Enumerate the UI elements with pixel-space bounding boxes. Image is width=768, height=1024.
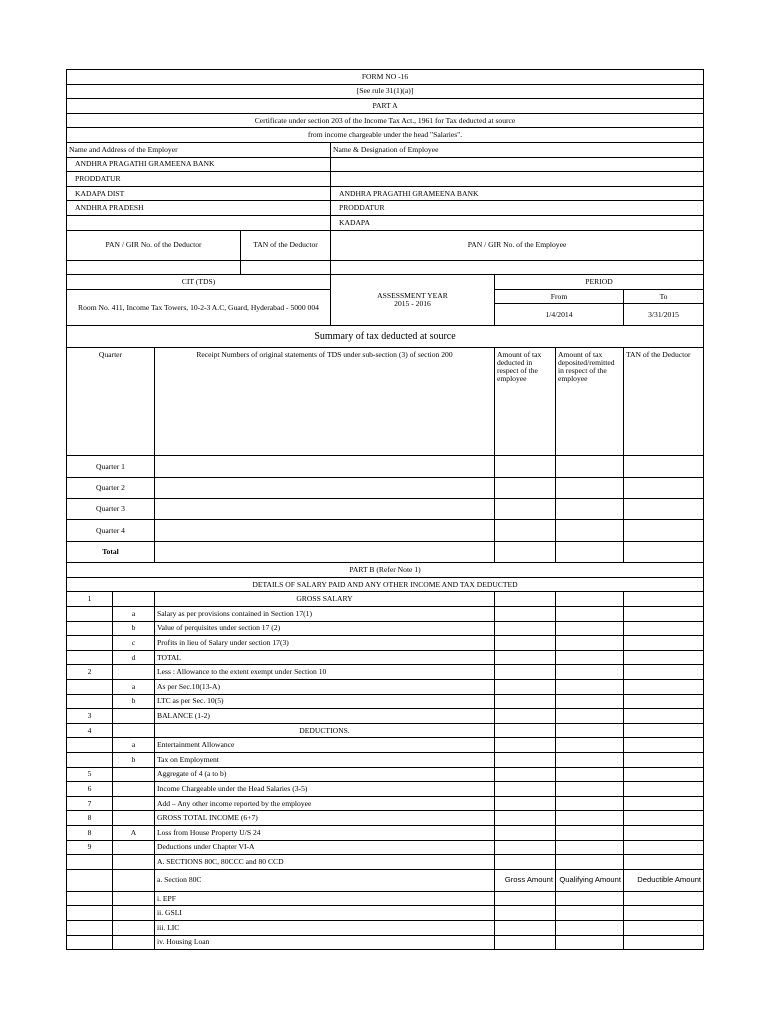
row-description: A. SECTIONS 80C, 80CCC and 80 CCD [155,855,495,870]
amount-cell [495,738,556,753]
section-80c-label: a. Section 80C [155,869,495,891]
row-number: 1 [67,592,113,607]
row-description: GROSS TOTAL INCOME (6+7) [155,811,495,826]
row-sub-letter: a [113,738,155,753]
row-description: Add – Any other income reported by the employee [155,796,495,811]
amount-cell [624,709,704,724]
row-number [67,621,113,636]
quarter-4-label: Quarter 4 [67,520,155,541]
row-description: BALANCE (1-2) [155,709,495,724]
part-b-rows [67,592,704,869]
row-description: DEDUCTIONS. [155,723,495,738]
row-description: Profits in lieu of Salary under section 17(3) [155,636,495,651]
amount-cell [495,920,556,935]
amount-cell [624,855,704,870]
employee-blank-2 [331,172,704,187]
amount-cell [624,920,704,935]
amount-cell [556,607,624,622]
row-description: Aggregate of 4 (a to b) [155,767,495,782]
table-row [67,855,704,870]
amount-cell [495,825,556,840]
row-number [67,738,113,753]
row-description: Salary as per provisions contained in Section 17(1) [155,607,495,622]
table-row [67,621,704,636]
amount-cell [495,592,556,607]
table-row [67,680,704,695]
table-row [67,920,704,935]
employee-line-3: KADAPA [331,215,704,230]
summary-title: Summary of tax deducted at source [67,326,704,348]
table-row [67,891,704,906]
amount-cell [556,621,624,636]
amount-cell [556,694,624,709]
amount-cell [495,855,556,870]
amount-cell [624,723,704,738]
section-80c-item: iii. LIC [155,920,495,935]
amount-cell [624,621,704,636]
section-80c-header-row [67,869,704,891]
amount-cell [556,680,624,695]
amount-cell [624,680,704,695]
table-row [67,636,704,651]
row-description: Deductions under Chapter VI-A [155,840,495,855]
table-row [67,723,704,738]
row-number [67,752,113,767]
pan-employee-value [331,260,704,275]
amount-cell [556,920,624,935]
row-sub-letter [113,782,155,797]
form-no: FORM NO -16 [67,70,704,85]
tan-deductor-value [241,260,331,275]
table-row [67,752,704,767]
table-row [67,541,704,562]
amount-cell [624,694,704,709]
amount-cell [624,665,704,680]
table-row [67,840,704,855]
col-quarter: Quarter [67,348,155,456]
amount-cell [495,636,556,651]
amount-cell [556,935,624,950]
row-description: Income Chargeable under the Head Salaries (3-5) [155,782,495,797]
amount-cell [624,738,704,753]
amount-cell [556,650,624,665]
row-sub-letter [113,796,155,811]
amount-cell [624,767,704,782]
amount-cell [495,621,556,636]
pan-employee-label: PAN / GIR No. of the Employee [331,230,704,260]
row-description: TOTAL [155,650,495,665]
amount-cell [495,709,556,724]
row-sub-letter: c [113,636,155,651]
col-tax-deposited: Amount of tax deposited/remitted in respect of the employee [556,348,624,456]
amount-cell [495,665,556,680]
employee-blank-1 [331,157,704,172]
amount-cell [556,592,624,607]
table-row [67,499,704,520]
amount-cell [556,752,624,767]
table-row [67,906,704,921]
row-number: 5 [67,767,113,782]
pan-deductor-label: PAN / GIR No. of the Deductor [67,230,241,260]
amount-cell [495,767,556,782]
amount-cell [495,840,556,855]
row-sub-letter [113,592,155,607]
row-number: 8 [67,811,113,826]
amount-cell [556,891,624,906]
row-number [67,650,113,665]
row-number: 4 [67,723,113,738]
employer-blank [67,215,331,230]
row-sub-letter [113,665,155,680]
cit-address: Room No. 411, Income Tax Towers, 10-2-3 A.C, Guard, Hyderabad - 5000 004 [67,289,331,326]
amount-cell [495,694,556,709]
row-number: 6 [67,782,113,797]
amount-cell [556,636,624,651]
row-sub-letter: a [113,607,155,622]
row-number [67,607,113,622]
amount-cell [556,767,624,782]
row-sub-letter [113,723,155,738]
table-row [67,767,704,782]
table-row [67,694,704,709]
section-80c-item: ii. GSLI [155,906,495,921]
amount-cell [624,840,704,855]
row-number: 2 [67,665,113,680]
table-row [67,592,704,607]
amount-cell [556,782,624,797]
amount-cell [624,796,704,811]
row-description: Less : Allowance to the extent exempt under Section 10 [155,665,495,680]
amount-cell [556,825,624,840]
row-sub-letter: b [113,752,155,767]
table-row [67,456,704,477]
amount-cell [495,811,556,826]
row-sub-letter [113,855,155,870]
table-row [67,650,704,665]
amount-cell [556,723,624,738]
part-b-subtitle: DETAILS OF SALARY PAID AND ANY OTHER INCOME AND TAX DEDUCTED [67,577,704,592]
row-sub-letter: b [113,621,155,636]
table-row [67,796,704,811]
certificate-line-1: Certificate under section 203 of the Income Tax Act., 1961 for Tax deducted at source [67,113,704,128]
employer-line-1: ANDHRA PRAGATHI GRAMEENA BANK [67,157,331,172]
col-tan-deductor: TAN of the Deductor [624,348,704,456]
amount-cell [624,906,704,921]
table-row [67,709,704,724]
certificate-line-2: from income chargeable under the head "Salaries". [67,128,704,143]
form-16-table [66,69,704,950]
row-number: 8 [67,825,113,840]
employer-line-3: KADAPA DIST [67,186,331,201]
amount-cell [495,680,556,695]
row-sub-letter: b [113,694,155,709]
total-label: Total [67,541,155,562]
part-b-title: PART B (Refer Note 1) [67,563,704,578]
amount-cell [624,592,704,607]
row-number [67,636,113,651]
row-number [67,694,113,709]
amount-cell [495,607,556,622]
period-label: PERIOD [495,275,704,290]
employee-label: Name & Designation of Employee [331,142,704,157]
table-row [67,935,704,950]
amount-cell [556,738,624,753]
employee-line-1: ANDHRA PRAGATHI GRAMEENA BANK [331,186,704,201]
amount-cell [624,935,704,950]
row-sub-letter [113,840,155,855]
amount-cell [624,825,704,840]
amount-cell [556,840,624,855]
employer-line-4: ANDHRA PRADESH [67,201,331,216]
amount-cell [556,855,624,870]
assessment-year-value: 2015 - 2016 [394,299,431,309]
row-number [67,855,113,870]
table-row [67,477,704,498]
amount-cell [556,906,624,921]
table-row [67,825,704,840]
amount-cell [495,650,556,665]
table-row [67,520,704,541]
rule-reference: [See rule 31(1)(a)] [67,84,704,99]
col-receipt-numbers: Receipt Numbers of original statements of TDS under sub-section (3) of section 200 [155,348,495,456]
table-row [67,738,704,753]
row-sub-letter [113,767,155,782]
assessment-year-cell [331,275,495,326]
row-number: 3 [67,709,113,724]
table-row [67,782,704,797]
row-number: 7 [67,796,113,811]
amount-cell [495,752,556,767]
row-description: Entertainment Allowance [155,738,495,753]
employer-line-2: PRODDATUR [67,172,331,187]
row-description: Loss from House Property U/S 24 [155,825,495,840]
section-80c-item: i. EPF [155,891,495,906]
employer-label: Name and Address of the Employer [67,142,331,157]
amount-cell [624,782,704,797]
amount-cell [556,665,624,680]
employee-line-2: PRODDATUR [331,201,704,216]
period-to-value: 3/31/2015 [624,304,704,326]
row-description: Value of perquisites under section 17 (2) [155,621,495,636]
amount-cell [556,796,624,811]
row-number [67,680,113,695]
cit-label: CIT (TDS) [67,275,331,290]
row-sub-letter: A [113,825,155,840]
amount-cell [495,782,556,797]
col-tax-deducted: Amount of tax deducted in respect of the employee [495,348,556,456]
qualifying-amount-header: Qualifying Amount [556,869,624,891]
row-description: LTC as per Sec. 10(5) [155,694,495,709]
tan-deductor-label: TAN of the Deductor [241,230,331,260]
amount-cell [624,752,704,767]
amount-cell [495,906,556,921]
quarter-1-label: Quarter 1 [67,456,155,477]
period-from-value: 1/4/2014 [495,304,624,326]
row-sub-letter [113,811,155,826]
quarter-2-label: Quarter 2 [67,477,155,498]
pan-deductor-value [67,260,241,275]
amount-cell [624,811,704,826]
row-description: As per Sec.10(13-A) [155,680,495,695]
period-to-label: To [624,289,704,304]
section-80c-item: iv. Housing Loan [155,935,495,950]
row-number: 9 [67,840,113,855]
row-sub-letter: a [113,680,155,695]
amount-cell [624,650,704,665]
deductible-amount-header: Deductible Amount [624,869,704,891]
amount-cell [556,811,624,826]
amount-cell [556,709,624,724]
row-description: Tax on Employment [155,752,495,767]
amount-cell [495,935,556,950]
part-a-title: PART A [67,99,704,114]
amount-cell [495,796,556,811]
amount-cell [624,636,704,651]
section-80c-rows [67,891,704,949]
table-row [67,607,704,622]
assessment-year-label: ASSESSMENT YEAR [377,291,448,301]
row-description: GROSS SALARY [155,592,495,607]
amount-cell [495,723,556,738]
amount-cell [624,891,704,906]
amount-cell [495,891,556,906]
gross-amount-header: Gross Amount [495,869,556,891]
period-from-label: From [495,289,624,304]
table-row [67,811,704,826]
row-sub-letter [113,709,155,724]
quarter-3-label: Quarter 3 [67,499,155,520]
amount-cell [624,607,704,622]
row-sub-letter: d [113,650,155,665]
table-row [67,665,704,680]
